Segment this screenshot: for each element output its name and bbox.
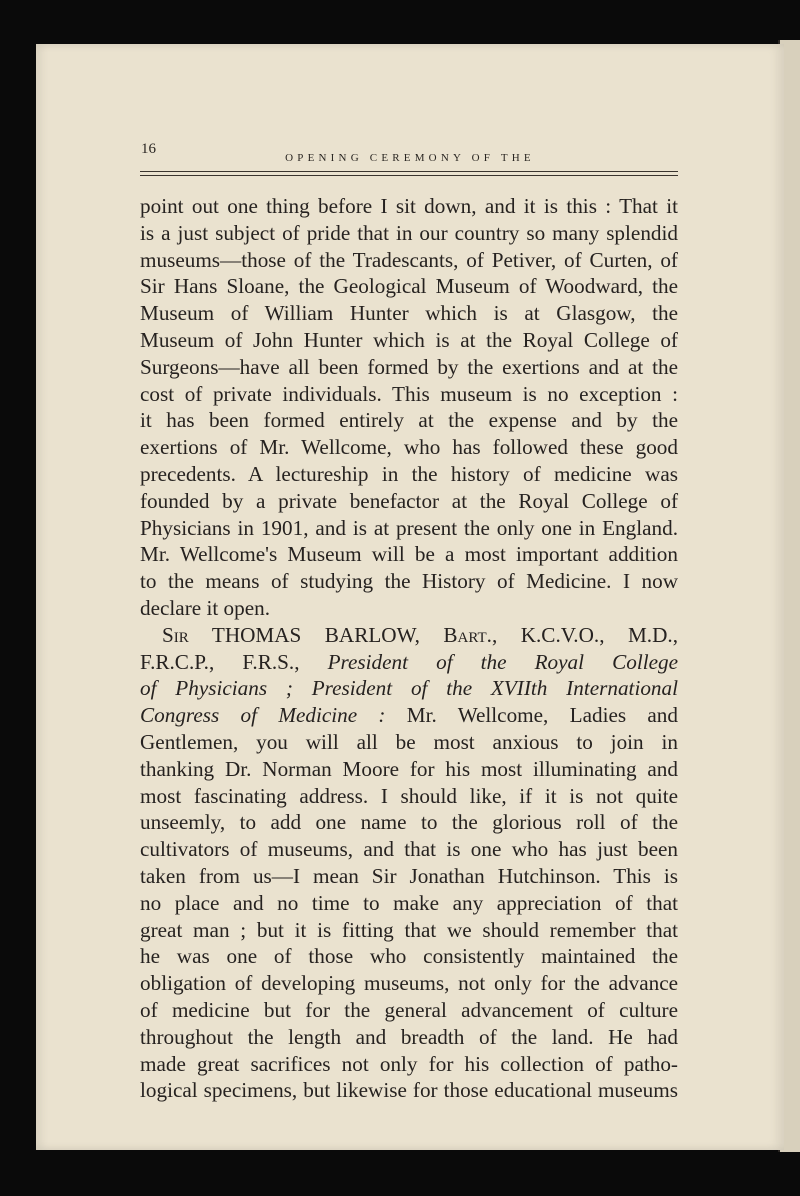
paragraph-2: [140, 622, 678, 1104]
text-line: taken from us—I mean Sir Jonathan Hutchinson. This is: [140, 863, 678, 888]
text-line: Museum of William Hunter which is at Glasgow, the: [140, 301, 678, 326]
text-line: Mr. Wellcome's Museum will be a most important addition: [140, 542, 678, 567]
text-line: Sir Hans Sloane, the Geological Museum of Woodward, the: [140, 274, 678, 299]
address-opening: Mr. Wellcome, Ladies and: [385, 703, 678, 728]
speaker-honours: , K.C.V.O., M.D.,: [491, 622, 678, 647]
speaker-line: [140, 702, 678, 729]
text-line: unseemly, to add one name to the glorious roll of the: [140, 810, 678, 835]
text-line: Gentlemen, you will all be most anxious to join in: [140, 729, 678, 754]
text-line: no place and no time to make any appreciation of that: [140, 890, 678, 915]
text-line: great man ; but it is fitting that we should remember that: [140, 917, 678, 942]
text-line: exertions of Mr. Wellcome, who has followed these good: [140, 435, 678, 460]
text-line: is a just subject of pride that in our country so many splendid: [140, 220, 678, 245]
text-line: of medicine but for the general advancement of culture: [140, 997, 678, 1022]
text-line: precedents. A lectureship in the history of medicine was: [140, 461, 678, 486]
speaker-line: of Physicians ; President of the XVIIth International: [140, 676, 678, 701]
text-line: obligation of developing museums, not only for the advance: [140, 971, 678, 996]
speaker-line: [140, 622, 678, 649]
text-line: Physicians in 1901, and is at present the only one in England.: [140, 515, 678, 540]
text-line: founded by a private benefactor at the Royal College of: [140, 488, 678, 513]
text-line: cost of private individuals. This museum is no exception :: [140, 381, 678, 406]
text-line: to the means of studying the History of Medicine. I now: [140, 569, 678, 594]
text-line: Museum of John Hunter which is at the Royal College of: [140, 327, 678, 352]
page-number: 16: [141, 141, 156, 157]
speaker-title: Sir: [162, 622, 189, 647]
paragraph-1: [140, 193, 678, 622]
text-line: it has been formed entirely at the expense and by the: [140, 408, 678, 433]
text-line: museums—those of the Tradescants, of Petiver, of Curten, of: [140, 247, 678, 272]
text-line: logical specimens, but likewise for those educational museums: [140, 1078, 678, 1103]
text-line: cultivators of museums, and that is one who has just been: [140, 837, 678, 862]
speaker-congress: Congress of Medicine :: [140, 703, 386, 728]
text-line: he was one of those who consistently maintained the: [140, 944, 678, 969]
running-head: OPENING CEREMONY OF THE: [285, 152, 535, 164]
text-line: throughout the length and breadth of the land. He had: [140, 1024, 678, 1049]
speaker-name: THOMAS BARLOW,: [188, 622, 444, 647]
speaker-fellowships: F.R.C.P., F.R.S.,: [140, 649, 328, 674]
text-line: point out one thing before I sit down, and it is this : That it: [140, 194, 678, 218]
speaker-office: President of the Royal College: [327, 649, 678, 674]
text-line: declare it open.: [140, 595, 271, 620]
speaker-line: [140, 649, 678, 676]
text-line: Surgeons—have all been formed by the exertions and at the: [140, 354, 678, 379]
text-line: made great sacrifices not only for his collection of patho-: [140, 1051, 678, 1076]
text-line: thanking Dr. Norman Moore for his most illuminating and: [140, 756, 678, 781]
header-rule-top: [140, 171, 678, 172]
body-text: [140, 193, 678, 1104]
speaker-baronet: Bart.: [443, 622, 492, 647]
header-rule-bottom: [140, 175, 678, 176]
text-line: most fascinating address. I should like, if it is not quite: [140, 783, 678, 808]
